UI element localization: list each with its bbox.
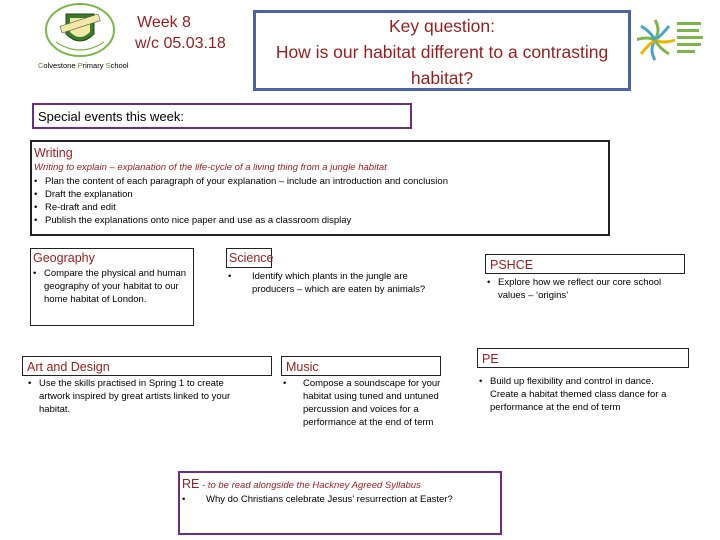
writing-subtitle: Writing to explain – explanation of the life-cycle of a living thing from a jungle habitat	[34, 162, 387, 173]
list-item: • Explore how we reflect our core school values – ‘origins’	[485, 276, 683, 302]
list-item: • Why do Christians celebrate Jesus’ resurrection at Easter?	[180, 493, 496, 506]
pshce-title-box	[485, 254, 685, 274]
science-title-box	[226, 248, 272, 268]
week-info	[135, 12, 226, 54]
geography-box	[30, 248, 194, 326]
list-item: • Compose a soundscape for your habitat using tuned and untuned percussion and voices for a performance at the end of term	[281, 377, 449, 429]
pshce-title: PSHCE	[490, 258, 534, 272]
list-item: • Identify which plants in the jungle are producers – which are eaten by animals?	[226, 270, 436, 296]
science-title: Science	[229, 251, 274, 265]
list-item: • Compare the physical and human geography of your habitat to our home habitat of London.	[31, 267, 189, 306]
music-title: Music	[286, 360, 319, 374]
re-box	[178, 471, 502, 535]
list-item: • Draft the explanation	[32, 188, 448, 201]
school-crest-logo	[40, 0, 120, 62]
art-title: Art and Design	[27, 360, 110, 374]
writing-list	[32, 175, 448, 227]
geography-title: Geography	[33, 251, 95, 265]
key-question-text: How is our habitat different to a contrasting habitat?	[275, 42, 609, 88]
re-heading	[182, 475, 421, 493]
science-list	[226, 270, 436, 296]
special-events-label: Special events this week:	[38, 109, 184, 124]
list-item: • Use the skills practised in Spring 1 to create artwork inspired by great artists linked to your habitat.	[26, 377, 246, 416]
music-title-box	[281, 356, 441, 376]
geography-list	[31, 267, 189, 306]
list-item: • Plan the content of each paragraph of your explanation – include an introduction and conclusion	[32, 175, 448, 188]
pe-list	[477, 375, 677, 414]
pe-title-box	[477, 348, 689, 368]
writing-box	[30, 140, 610, 236]
list-item: • Publish the explanations onto nice paper and use as a classroom display	[32, 214, 448, 227]
special-events-box	[32, 103, 412, 129]
week-date: w/c 05.03.18	[135, 35, 226, 52]
community-school-logo	[637, 10, 707, 70]
re-note: - to be read alongside the Hackney Agreed Syllabus	[199, 480, 421, 491]
art-title-box	[22, 356, 272, 376]
school-name: Colvestone Primary School	[38, 61, 129, 70]
music-list	[281, 377, 449, 429]
art-list	[26, 377, 246, 416]
key-question-box	[253, 10, 631, 91]
list-item: • Re-draft and edit	[32, 201, 448, 214]
pshce-list	[485, 276, 683, 302]
key-question-label: Key question:	[388, 16, 496, 36]
re-title: RE	[182, 477, 200, 491]
list-item: • Build up flexibility and control in dance. Create a habitat themed class dance for a performance at the end of term	[477, 375, 677, 414]
writing-title: Writing	[34, 146, 73, 160]
pe-title: PE	[482, 352, 499, 366]
week-label: Week 8	[137, 14, 191, 31]
re-list	[180, 493, 496, 506]
